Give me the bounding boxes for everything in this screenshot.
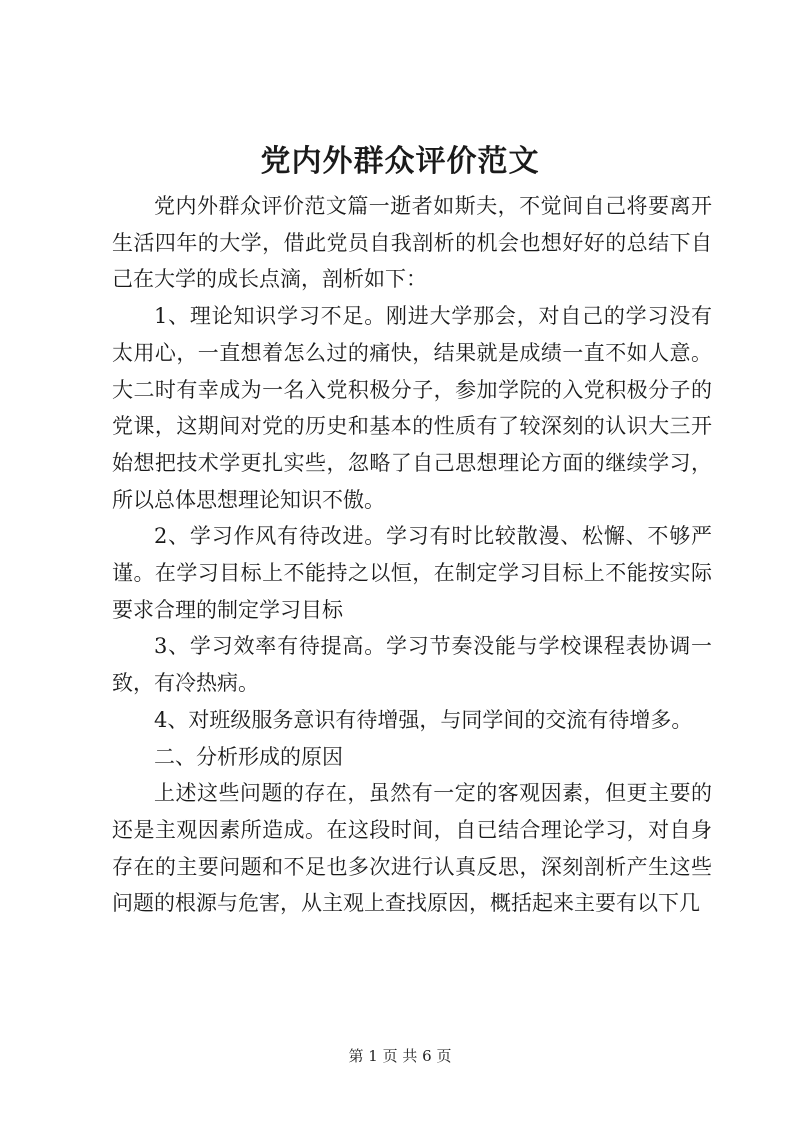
paragraph-causes: 上述这些问题的存在，虽然有一定的客观因素，但更主要的还是主观因素所造成。在这段时间，自已结合理论学习，对自身存在的主要问题和不足也多次进行认真反思，深刻剖析产生这些问题的根源与危害，从主观上查找原因，概括起来主要有以下几 bbox=[112, 781, 712, 916]
section-heading-causes: 二、分析形成的原因 bbox=[154, 744, 343, 769]
paragraph-point-1: 1、理论知识学习不足。刚进大学那会，对自己的学习没有太用心，一直想着怎么过的痛快，结果就是成绩一直不如人意。大二时有幸成为一名入党积极分子，参加学院的入党积极分子的党课，这期间对党的历史和基本的性质有了较深刻的认识大三开始想把技术学更扎实些，忽略了自己思想理论方面的继续学习，所以总体思想理论知识不傲。 bbox=[112, 304, 712, 512]
paragraph-point-4: 4、对班级服务意识有待增强，与同学间的交流有待增多。 bbox=[154, 707, 693, 732]
page-footer: 第 1 页 共 6 页 bbox=[348, 1047, 452, 1065]
document-title: 党内外群众评价范文 bbox=[260, 144, 540, 179]
document-body bbox=[112, 188, 712, 922]
paragraph-point-3: 3、学习效率有待提高。学习节奏没能与学校课程表协调一致，有冷热病。 bbox=[112, 634, 712, 696]
paragraph-point-2: 2、学习作风有待改进。学习有时比较散漫、松懈、不够严谨。在学习目标上不能持之以恒，在制定学习目标上不能按实际要求合理的制定学习目标 bbox=[112, 524, 712, 622]
paragraph-intro: 党内外群众评价范文篇一逝者如斯夫，不觉间自己将要离开生活四年的大学，借此党员自我剖析的机会也想好好的总结下自己在大学的成长点滴，剖析如下： bbox=[112, 194, 712, 292]
